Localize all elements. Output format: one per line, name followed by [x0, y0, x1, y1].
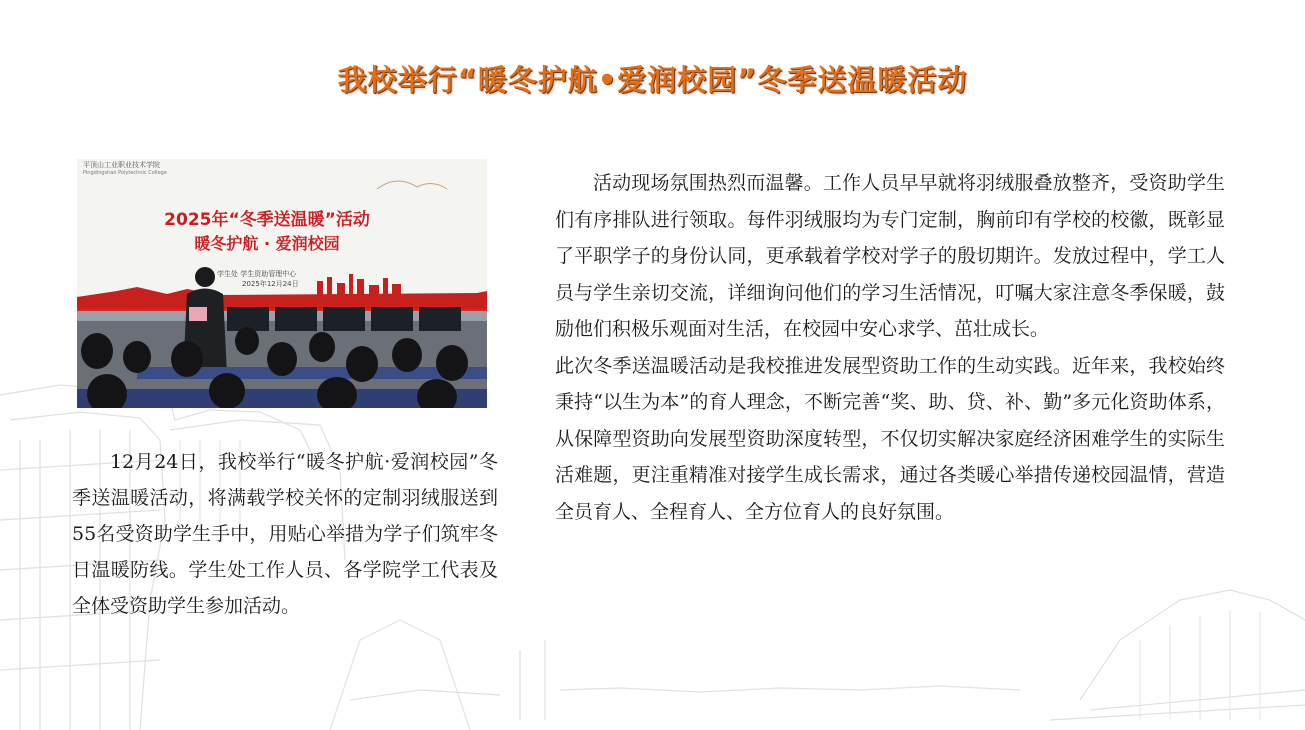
photo-school-name-en: Pingdingshan Polytechnic College [83, 170, 167, 176]
photo-banner-date: 2025年12月24日 [242, 280, 299, 288]
event-photo [77, 159, 487, 408]
right-article-column [555, 165, 1225, 530]
body-paragraph-2: 此次冬季送温暖活动是我校推进发展型资助工作的生动实践。近年来，我校始终秉持“以生为本”的育人理念，不断完善“奖、助、贷、补、勤”多元化资助体系，从保障型资助向发展型资助深度转型，不仅切实解决家庭经济困难学生的实际生活难题，更注重精准对接学生成长需求，通过各类暖心举措传递校园温情，营造全员育人、全程育人、全方位育人的良好氛围。 [555, 354, 1225, 523]
intro-paragraph: 12月24日，我校举行“暖冬护航·爱润校园”冬季送温暖活动，将满载学校关怀的定制羽绒服送到55名受资助学生手中，用贴心举措为学子们筑牢冬日温暖防线。学生处工作人员、各学院学工代表及全体受资助学生参加活动。 [72, 451, 498, 617]
body-paragraph-1: 活动现场氛围热烈而温馨。工作人员早早就将羽绒服叠放整齐，受资助学生们有序排队进行领取。每件羽绒服均为专门定制，胸前印有学校的校徽，既彰显了平职学子的身份认同，更承载着学校对学子的殷切期许。发放过程中，学工人员与学生亲切交流，详细询问他们的学习生活情况，叮嘱大家注意冬季保暖，鼓励他们积极乐观面对生活，在校园中安心求学、茁壮成长。 [555, 172, 1225, 340]
photo-banner-subtitle: 暖冬护航 · 爱润校园 [194, 234, 340, 253]
page-title: 我校举行“暖冬护航•爱润校园”冬季送温暖活动 [337, 63, 968, 97]
photo-banner-org: 学生处 学生资助管理中心 [217, 270, 297, 278]
photo-banner-title: 2025年“冬季送温暖”活动 [164, 210, 370, 230]
photo-school-name: 平顶山工业职业技术学院 [83, 161, 160, 169]
left-article-column [72, 444, 498, 624]
